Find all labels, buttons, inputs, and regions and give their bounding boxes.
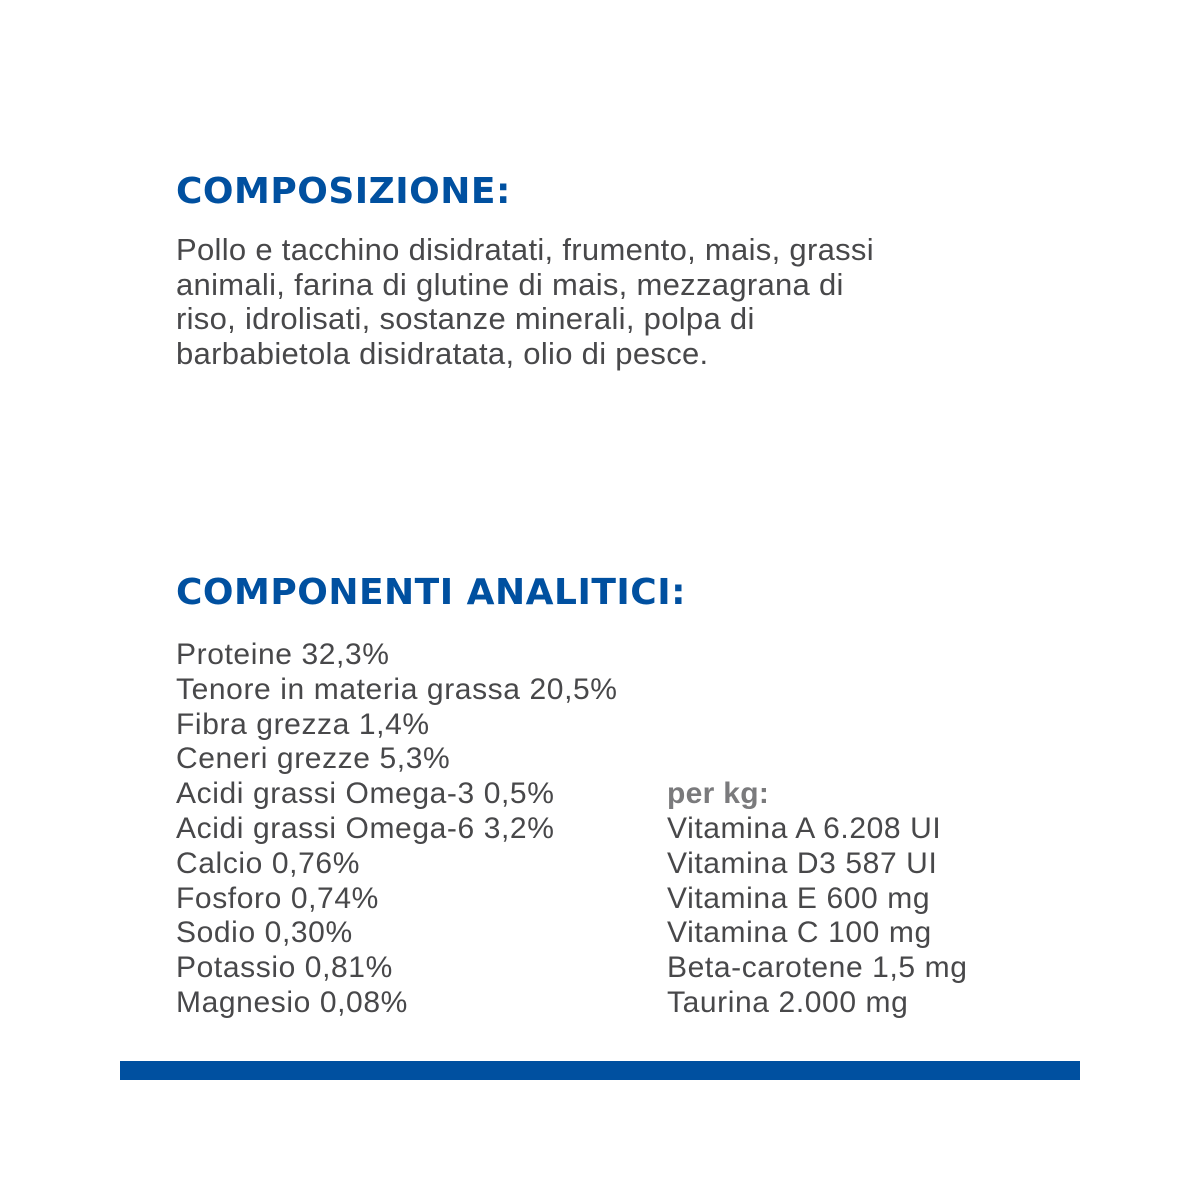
analytical-heading: COMPONENTI ANALITICI: — [176, 572, 687, 613]
analytical-item: Calcio 0,76% — [176, 846, 360, 880]
composition-heading: COMPOSIZIONE: — [176, 171, 511, 212]
additive-item: Vitamina C 100 mg — [667, 916, 932, 950]
additive-item: Beta-carotene 1,5 mg — [667, 951, 968, 985]
additive-item: Taurina 2.000 mg — [667, 985, 909, 1019]
composition-line: riso, idrolisati, sostanze minerali, polpa di — [176, 301, 755, 337]
analytical-item: Magnesio 0,08% — [176, 985, 408, 1019]
footer-accent-bar — [120, 1061, 1080, 1080]
analytical-item: Acidi grassi Omega-3 0,5% — [176, 777, 555, 811]
analytical-item: Acidi grassi Omega-6 3,2% — [176, 811, 555, 845]
analytical-item: Fibra grezza 1,4% — [176, 707, 430, 741]
additive-item: Vitamina A 6.208 UI — [667, 811, 942, 845]
per-kg-additives-list — [667, 777, 968, 1021]
analytical-components-list — [176, 638, 618, 1021]
analytical-item: Tenore in materia grassa 20,5% — [176, 672, 618, 706]
analytical-item: Sodio 0,30% — [176, 916, 353, 950]
analytical-item: Potassio 0,81% — [176, 951, 393, 985]
composition-line: Pollo e tacchino disidratati, frumento, mais, grassi — [176, 232, 874, 267]
additive-item: Vitamina E 600 mg — [667, 881, 931, 915]
composition-text — [176, 233, 1036, 371]
composition-line: barbabietola disidratata, olio di pesce. — [176, 335, 709, 371]
analytical-item: Proteine 32,3% — [176, 638, 390, 671]
analytical-item: Ceneri grezze 5,3% — [176, 742, 451, 776]
composition-line: animali, farina di glutine di mais, mezzagrana di — [176, 266, 844, 302]
per-kg-label: per kg: — [667, 777, 770, 811]
analytical-item: Fosforo 0,74% — [176, 881, 379, 915]
additive-item: Vitamina D3 587 UI — [667, 846, 938, 880]
